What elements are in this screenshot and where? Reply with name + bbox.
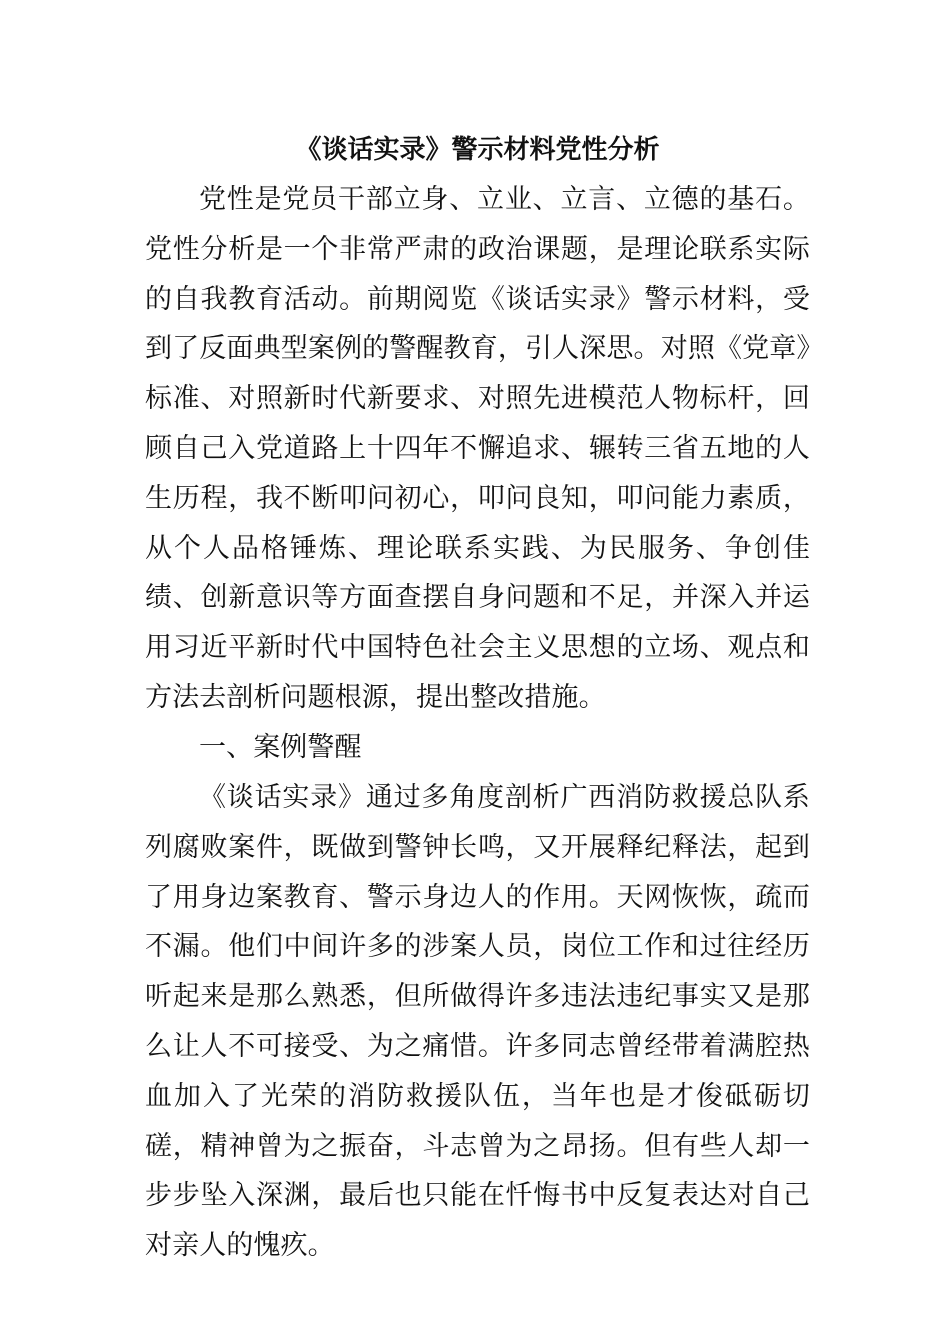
section-heading-case-warning: 一、案例警醒 xyxy=(199,732,362,763)
paragraph-case-warning: 《谈话实录》通过多角度剖析广西消防救援总队系列腐败案件，既做到警钟长鸣，又开展释纪释法，起到了用身边案教育、警示身边人的作用。天网恢恢，疏而不漏。他们中间许多的涉案人员，岗位工作和过往经历听起来是那么熟悉，但所做得许多违法违纪事实又是那么让人不可接受、为之痛惜。许多同志曾经带着满腔热血加入了光荣的消防救援队伍，当年也是才俊砥砺切磋，精神曾为之振奋，斗志曾为之昂扬。但有些人却一步步坠入深渊，最后也只能在忏悔书中反复表达对自己对亲人的愧疚。 xyxy=(145,782,810,1262)
document-title: 《谈话实录》警示材料党性分析 xyxy=(295,135,660,165)
paragraph-intro: 党性是党员干部立身、立业、立言、立德的基石。党性分析是一个非常严肃的政治课题，是理论联系实际的自我教育活动。前期阅览《谈话实录》警示材料，受到了反面典型案例的警醒教育，引人深思。对照《党章》标准、对照新时代新要求、对照先进模范人物标杆，回顾自己入党道路上十四年不懈追求、辗转三省五地的人生历程，我不断叩问初心，叩问良知，叩问能力素质，从个人品格锤炼、理论联系实践、为民服务、争创佳绩、创新意识等方面查摆自身问题和不足，并深入并运用习近平新时代中国特色社会主义思想的立场、观点和方法去剖析问题根源，提出整改措施。 xyxy=(145,184,810,713)
